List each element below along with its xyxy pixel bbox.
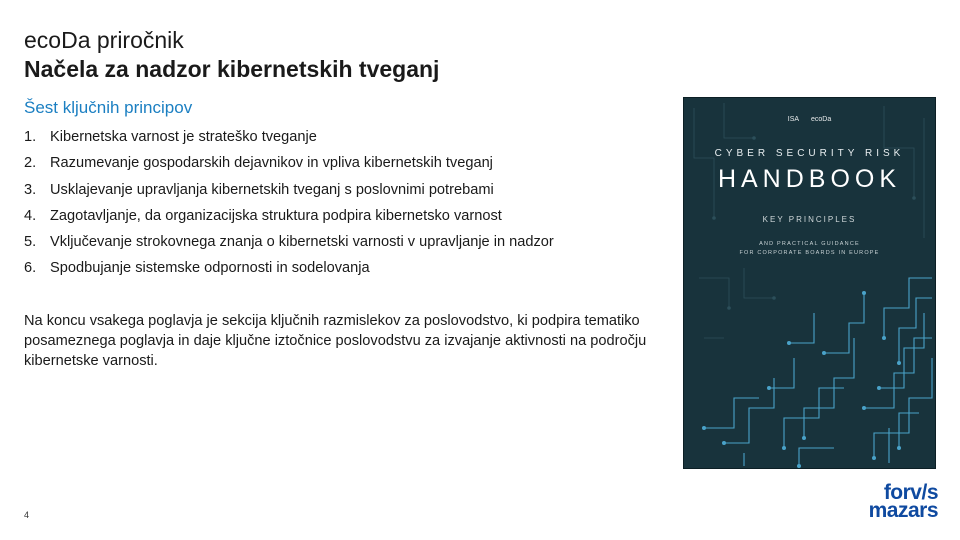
- list-item: [24, 232, 554, 258]
- cover-guidance: [684, 240, 935, 258]
- cover-guidance-line2: FOR CORPORATE BOARDS IN EUROPE: [739, 250, 880, 256]
- list-item-number: 1.: [24, 129, 37, 145]
- cover-title: HANDBOOK: [717, 165, 902, 193]
- principles-list: [24, 127, 554, 285]
- list-item-text: Zagotavljanje, da organizacijska struktura podpira kibernetsko varnost: [50, 207, 502, 224]
- brand-line1: forv/s: [883, 481, 938, 504]
- list-item-number: 5.: [24, 234, 37, 251]
- list-item-text: Usklajevanje upravljanja kibernetskih tveganj s poslovnimi potrebami: [50, 181, 494, 198]
- ecoda-logo: ecoDa: [811, 116, 832, 123]
- list-item-text: Spodbujanje sistemske odpornosti in sodelovanja: [50, 260, 370, 277]
- book-cover-image: [683, 97, 936, 469]
- list-item: [24, 127, 554, 153]
- page-number: 4: [24, 510, 30, 520]
- list-item: [24, 206, 554, 232]
- list-item-number: 4.: [24, 207, 37, 224]
- cover-guidance-line1: AND PRACTICAL GUIDANCE: [759, 241, 860, 247]
- brand-line2: mazars: [868, 499, 938, 522]
- cover-key-principles: KEY PRINCIPLES: [762, 215, 857, 224]
- list-item-text: Kibernetska varnost je strateško tveganje: [50, 129, 317, 145]
- forvis-mazars-logo: [848, 481, 940, 522]
- principles-heading: Šest ključnih principov: [24, 98, 193, 117]
- page-title: ecoDa priročnik: [24, 27, 184, 53]
- list-item-text: Razumevanje gospodarskih dejavnikov in vpliva kibernetskih tveganj: [50, 155, 493, 172]
- list-item-text: Vključevanje strokovnega znanja o kibernetski varnosti v upravljanje in nadzor: [50, 234, 554, 251]
- isa-logo: ISA: [787, 116, 800, 123]
- list-item-number: 2.: [24, 155, 37, 172]
- list-item-number: 3.: [24, 181, 37, 198]
- closing-note: Na koncu vsakega poglavja je sekcija ključnih razmislekov za poslovodstvo, ki podpira tematiko posameznega poglavja in daje ključne iztočnice poslovodstvu za izvajanje aktivnosti na področju kibernetske varnosti.: [24, 313, 647, 369]
- list-item-number: 6.: [24, 260, 37, 277]
- page-subtitle: Načela za nadzor kibernetskih tveganj: [24, 56, 440, 82]
- cover-logos: [684, 116, 935, 123]
- list-item: [24, 180, 554, 206]
- list-item: [24, 258, 554, 284]
- cover-line1: CYBER SECURITY RISK: [714, 148, 905, 159]
- list-item: [24, 153, 554, 179]
